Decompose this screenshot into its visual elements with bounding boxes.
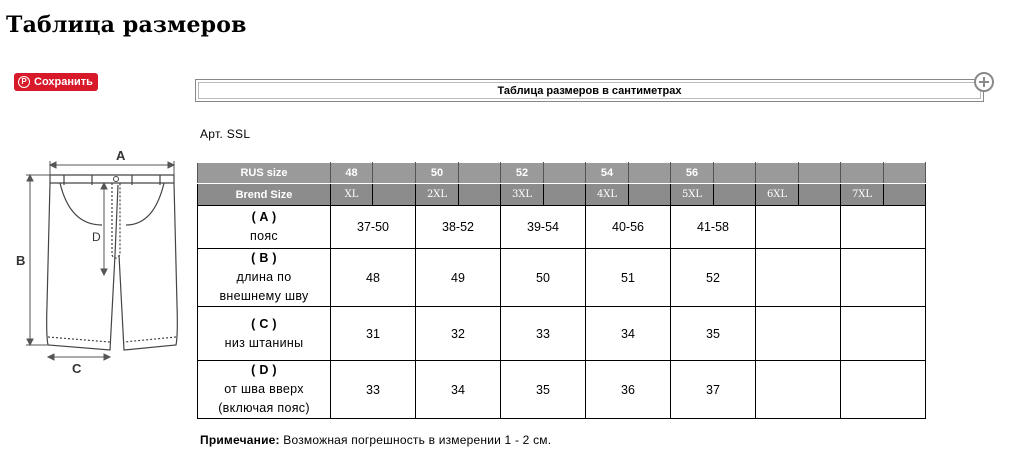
- value-cell: [841, 361, 926, 419]
- brend-size-cell: 6XL: [756, 184, 799, 206]
- value-cell: 35: [501, 361, 586, 419]
- value-cell: 34: [586, 307, 671, 361]
- row-description: [198, 249, 331, 307]
- size-table: [197, 162, 926, 419]
- value-cell: 35: [671, 307, 756, 361]
- table-row: [198, 206, 926, 249]
- brend-size-cell: 4XL: [586, 184, 629, 206]
- brend-size-cell: 3XL: [501, 184, 544, 206]
- row-desc-line1: низ штанины: [224, 335, 304, 350]
- table-title-box: [195, 79, 984, 102]
- rus-size-row: [198, 163, 926, 184]
- value-cell: 52: [671, 249, 756, 307]
- row-desc-line2: (включая пояс): [218, 401, 310, 415]
- value-cell: [841, 206, 926, 249]
- table-title: Таблица размеров в сантиметрах: [497, 84, 682, 97]
- rus-size-cell: 48: [331, 163, 373, 184]
- value-cell: 40-56: [586, 206, 671, 249]
- value-cell: 37-50: [331, 206, 416, 249]
- value-cell: 31: [331, 307, 416, 361]
- table-row: [198, 249, 926, 307]
- note-text: Возможная погрешность в измерении 1 - 2 см.: [283, 433, 552, 447]
- value-cell: [756, 249, 841, 307]
- pinterest-icon: P: [18, 76, 30, 88]
- value-cell: [756, 206, 841, 249]
- value-cell: 33: [501, 307, 586, 361]
- row-code: ( B ): [251, 251, 277, 265]
- row-code: ( C ): [251, 316, 277, 331]
- rus-size-cell: 50: [416, 163, 459, 184]
- row-code: ( D ): [251, 363, 277, 377]
- diagram-label-b: B: [16, 253, 26, 268]
- brend-size-row: [198, 184, 926, 206]
- row-desc-line1: пояс: [250, 229, 278, 243]
- brend-size-cell: [884, 184, 926, 206]
- diagram-label-d: D: [92, 230, 101, 244]
- brend-size-cell: 5XL: [671, 184, 714, 206]
- rus-size-cell: [884, 163, 926, 184]
- row-desc-line1: от шва вверх: [224, 382, 304, 396]
- brend-size-cell: 2XL: [416, 184, 459, 206]
- row-desc-line1: длина по: [236, 270, 292, 284]
- brend-size-label: Brend Size: [198, 184, 331, 206]
- value-cell: 33: [331, 361, 416, 419]
- row-description: [198, 361, 331, 419]
- row-code: ( A ): [251, 210, 277, 224]
- value-cell: [841, 249, 926, 307]
- brend-size-cell: [799, 184, 841, 206]
- brend-size-cell: 7XL: [841, 184, 884, 206]
- page-title: Таблица размеров: [6, 12, 247, 38]
- save-button-label: Сохранить: [34, 76, 93, 88]
- table-row: [198, 307, 926, 361]
- value-cell: 49: [416, 249, 501, 307]
- brend-size-cell: [714, 184, 756, 206]
- value-cell: [841, 307, 926, 361]
- value-cell: 41-58: [671, 206, 756, 249]
- table-row: [198, 361, 926, 419]
- value-cell: 38-52: [416, 206, 501, 249]
- note: [200, 433, 551, 447]
- rus-size-label: RUS size: [198, 163, 331, 184]
- rus-size-cell: 56: [671, 163, 714, 184]
- rus-size-cell: [373, 163, 416, 184]
- value-cell: [756, 361, 841, 419]
- article-number: Арт. SSL: [200, 127, 251, 141]
- brend-size-cell: [544, 184, 586, 206]
- diagram-label-a: A: [116, 148, 126, 163]
- shorts-diagram: [12, 145, 192, 385]
- value-cell: 48: [331, 249, 416, 307]
- expand-icon[interactable]: [974, 72, 994, 92]
- value-cell: 39-54: [501, 206, 586, 249]
- value-cell: 51: [586, 249, 671, 307]
- rus-size-cell: 52: [501, 163, 544, 184]
- row-desc-line2: внешнему шву: [219, 289, 309, 303]
- rus-size-cell: [544, 163, 586, 184]
- brend-size-cell: [629, 184, 671, 206]
- value-cell: 37: [671, 361, 756, 419]
- value-cell: [756, 307, 841, 361]
- rus-size-cell: [629, 163, 671, 184]
- rus-size-cell: [799, 163, 841, 184]
- rus-size-cell: [756, 163, 799, 184]
- row-description: [198, 307, 331, 361]
- rus-size-cell: [714, 163, 756, 184]
- brend-size-cell: [373, 184, 416, 206]
- rus-size-cell: 54: [586, 163, 629, 184]
- brend-size-cell: [459, 184, 501, 206]
- value-cell: 50: [501, 249, 586, 307]
- value-cell: 36: [586, 361, 671, 419]
- value-cell: 32: [416, 307, 501, 361]
- brend-size-cell: XL: [331, 184, 373, 206]
- rus-size-cell: [459, 163, 501, 184]
- value-cell: 34: [416, 361, 501, 419]
- note-label: Примечание:: [200, 433, 280, 447]
- rus-size-cell: [841, 163, 884, 184]
- pinterest-save-button[interactable]: [14, 73, 98, 91]
- row-description: [198, 206, 331, 249]
- diagram-label-c: C: [72, 361, 82, 376]
